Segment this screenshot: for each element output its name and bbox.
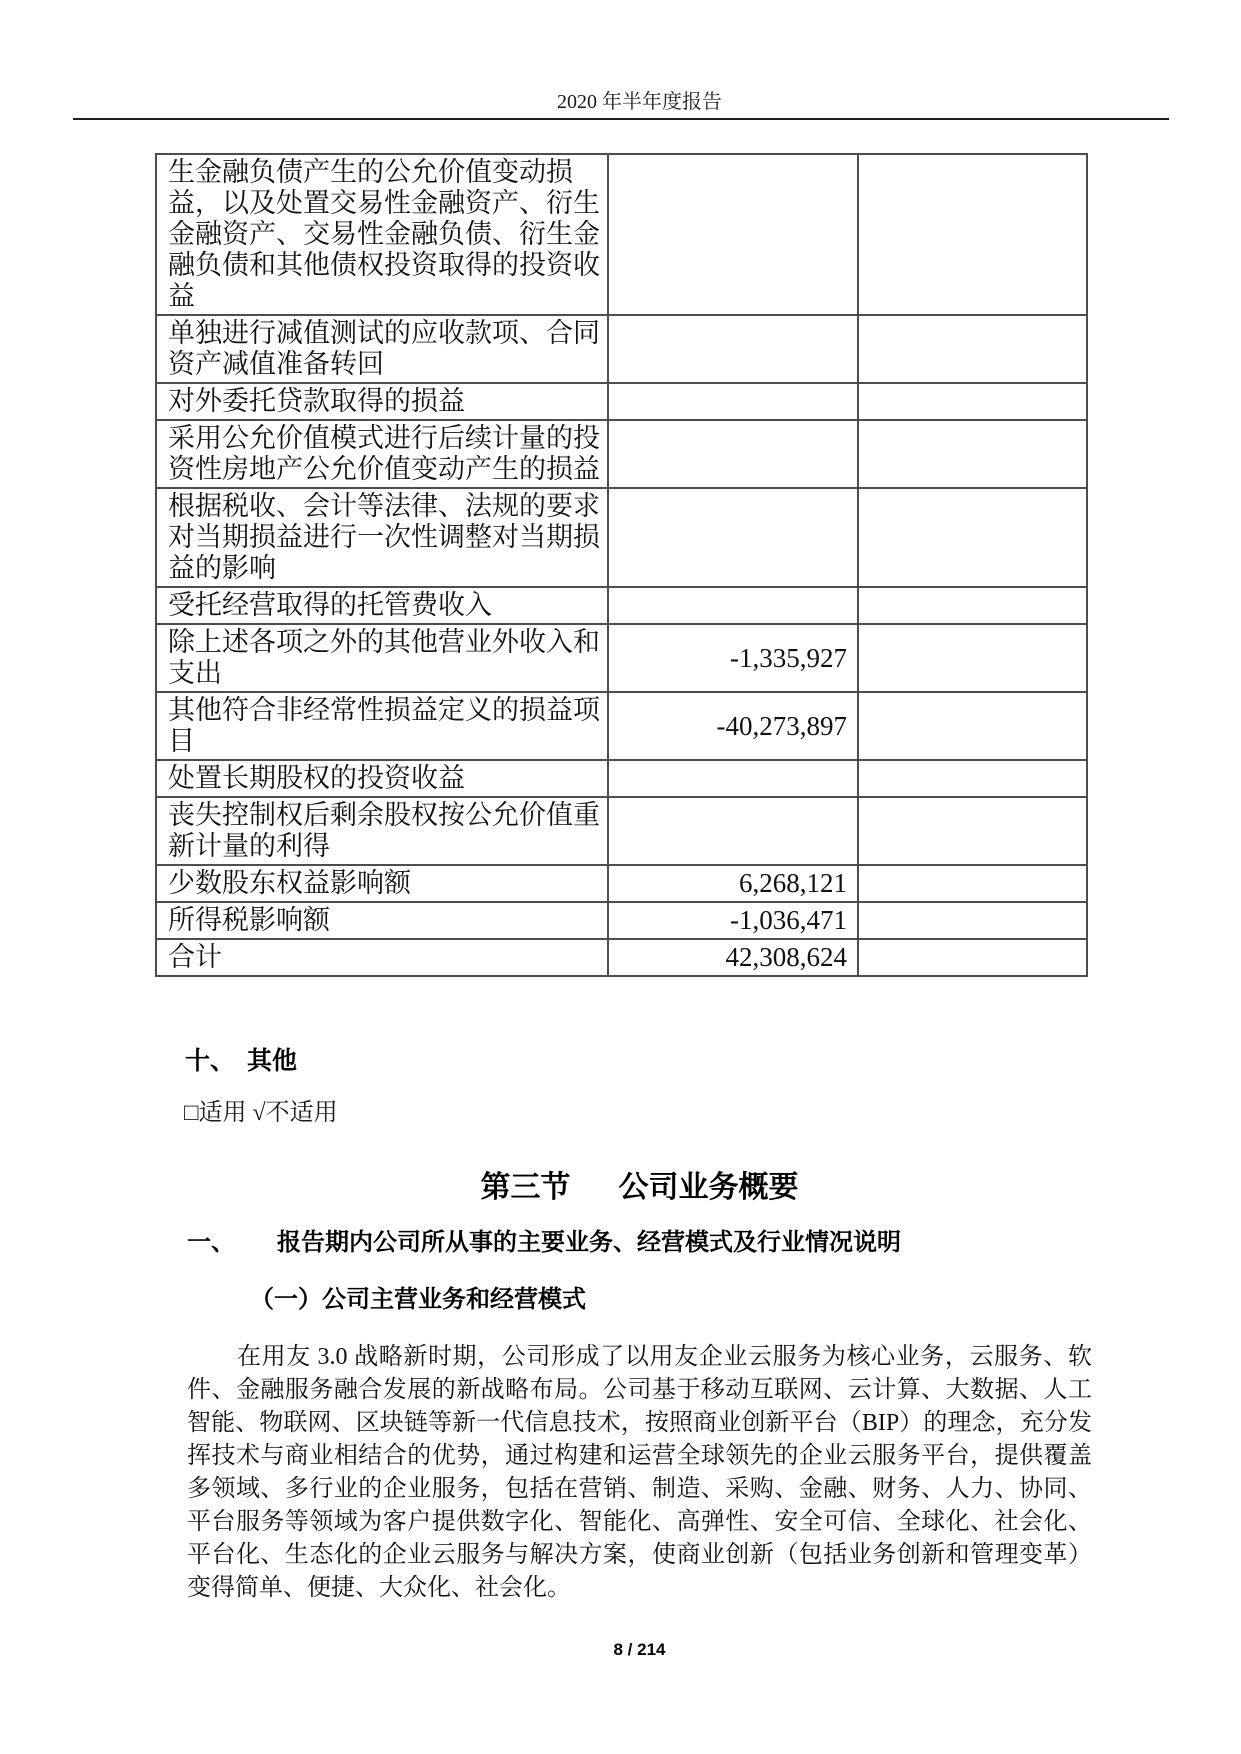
section-number: 一、 <box>187 1229 235 1256</box>
row-value-cell <box>608 315 858 383</box>
row-label-cell: 生金融负债产生的公允价值变动损益，以及处置交易性金融资产、衍生金融资产、交易性金融负债、衍生金融负债和其他债权投资取得的投资收益 <box>156 154 608 315</box>
row-label-cell: 丧失控制权后剩余股权按公允价值重新计量的利得 <box>156 797 608 865</box>
row-note-cell <box>858 383 1087 420</box>
table-row <box>156 154 1087 315</box>
row-value-cell <box>608 154 858 315</box>
row-label-cell: 对外委托贷款取得的损益 <box>156 383 608 420</box>
row-value-cell: 6,268,121 <box>608 865 858 902</box>
table-row <box>156 587 1087 624</box>
row-value-cell <box>608 760 858 797</box>
row-label-cell: 少数股东权益影响额 <box>156 865 608 902</box>
row-value-cell: -40,273,897 <box>608 692 858 760</box>
row-value-cell: 42,308,624 <box>608 939 858 976</box>
table-row <box>156 383 1087 420</box>
chapter-name: 公司业务概要 <box>618 1171 799 1204</box>
row-note-cell <box>858 587 1087 624</box>
row-label-cell: 受托经营取得的托管费收入 <box>156 587 608 624</box>
chapter-number: 第三节 <box>480 1171 571 1204</box>
row-value-cell <box>608 587 858 624</box>
table-row <box>156 902 1087 939</box>
row-label-cell: 处置长期股权的投资收益 <box>156 760 608 797</box>
table-row <box>156 315 1087 383</box>
section-heading-text: 其他 <box>247 1047 298 1075</box>
row-value-cell <box>608 420 858 488</box>
chapter-title <box>187 1170 1092 1206</box>
row-note-cell <box>858 865 1087 902</box>
row-note-cell <box>858 902 1087 939</box>
section-heading-one <box>187 1228 1241 1258</box>
row-note-cell <box>858 420 1087 488</box>
header-rule <box>73 118 1169 120</box>
table-row <box>156 939 1087 976</box>
row-note-cell <box>858 315 1087 383</box>
applicability-statement: □适用 √不适用 <box>184 1100 338 1126</box>
row-value-cell <box>608 383 858 420</box>
page-number: 8 / 214 <box>613 1640 666 1659</box>
table-row <box>156 692 1087 760</box>
table-row <box>156 420 1087 488</box>
row-label-cell: 采用公允价值模式进行后续计量的投资性房地产公允价值变动产生的损益 <box>156 420 608 488</box>
table-row <box>156 797 1087 865</box>
table-row <box>156 624 1087 692</box>
row-label-cell: 除上述各项之外的其他营业外收入和支出 <box>156 624 608 692</box>
row-label-cell: 所得税影响额 <box>156 902 608 939</box>
row-label-cell: 根据税收、会计等法律、法规的要求对当期损益进行一次性调整对当期损益的影响 <box>156 488 608 587</box>
row-note-cell <box>858 488 1087 587</box>
row-value-cell: -1,036,471 <box>608 902 858 939</box>
table-row <box>156 488 1087 587</box>
body-paragraph: 在用友 3.0 战略新时期，公司形成了以用友企业云服务为核心业务，云服务、软件、金融服务融合发展的新战略布局。公司基于移动互联网、云计算、大数据、人工智能、物联网、区块链等新一代信息技术，按照商业创新平台（BIP）的理念，充分发挥技术与商业相结合的优势，通过构建和运营全球领先的企业云服务平台，提供覆盖多领域、多行业的企业服务，包括在营销、制造、采购、金融、财务、人力、协同、平台服务等领域为客户提供数字化、智能化、高弹性、安全可信、全球化、社会化、平台化、生态化的企业云服务与解决方案，使商业创新（包括业务创新和管理变革）变得简单、便捷、大众化、社会化。 <box>187 1344 1092 1601</box>
row-note-cell <box>858 939 1087 976</box>
row-note-cell <box>858 154 1087 315</box>
row-note-cell <box>858 692 1087 760</box>
row-value-cell <box>608 488 858 587</box>
row-label-cell: 其他符合非经常性损益定义的损益项目 <box>156 692 608 760</box>
section-heading-other <box>185 1046 1241 1076</box>
row-label-cell: 单独进行减值测试的应收款项、合同资产减值准备转回 <box>156 315 608 383</box>
row-note-cell <box>858 760 1087 797</box>
section-number: 十、 <box>185 1047 236 1075</box>
section-heading-text: 报告期内公司所从事的主要业务、经营模式及行业情况说明 <box>277 1229 901 1256</box>
row-note-cell <box>858 624 1087 692</box>
row-note-cell <box>858 797 1087 865</box>
row-label-cell: 合计 <box>156 939 608 976</box>
row-value-cell <box>608 797 858 865</box>
row-value-cell: -1,335,927 <box>608 624 858 692</box>
non-recurring-items-table <box>155 153 1086 977</box>
table-row <box>156 760 1087 797</box>
page-header-title: 2020 年半年度报告 <box>557 91 722 113</box>
table-row <box>156 865 1087 902</box>
subsection-heading: （一）公司主营业务和经营模式 <box>250 1286 586 1313</box>
